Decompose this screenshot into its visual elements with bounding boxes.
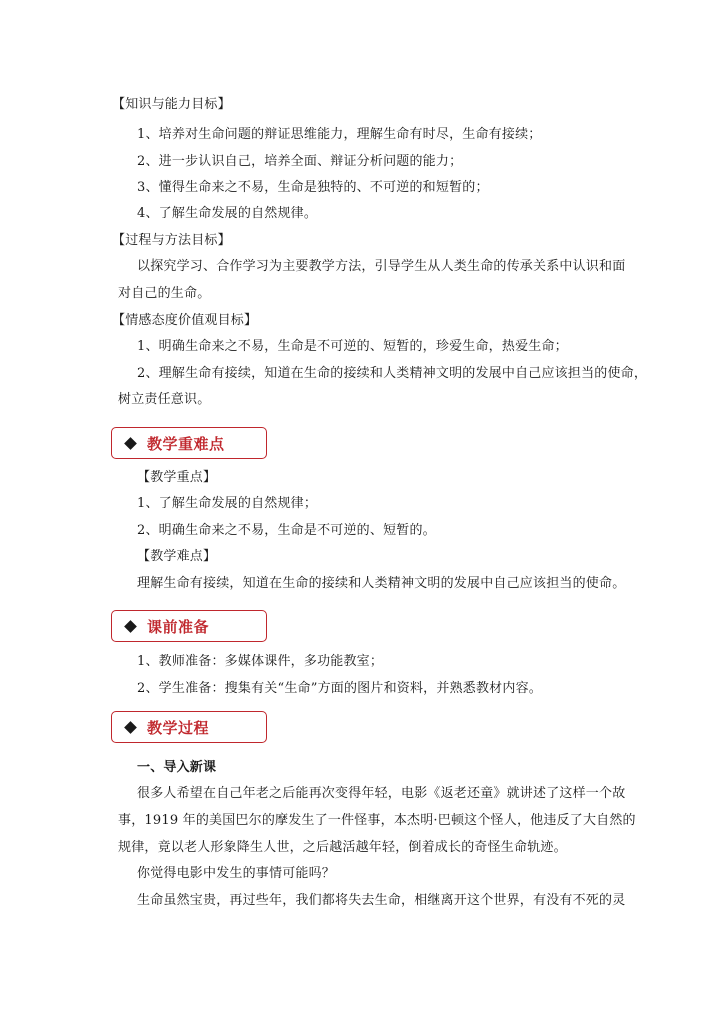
focus-item-1: 1、了解生命发展的自然规律； bbox=[137, 496, 318, 511]
emotion-goal-2-line-2: 树立责任意识。 bbox=[118, 392, 211, 407]
intro-para-line-2: 事，1919 年的美国巴尔的摩发生了一件怪事，本杰明·巴顿这个怪人，他违反了大自然的 bbox=[118, 813, 636, 828]
knowledge-goal-1: 1、培养对生命问题的辩证思维能力，理解生命有时尽，生命有接续； bbox=[137, 127, 542, 142]
intro-para-line-3: 规律，竟以老人形象降生人世，之后越活越年轻，倒着成长的奇怪生命轨迹。 bbox=[118, 840, 567, 855]
difficulty-heading: 【教学难点】 bbox=[137, 549, 217, 564]
section-title: 课前准备 bbox=[147, 617, 210, 636]
diamond-bullet-icon bbox=[124, 437, 137, 450]
intro-para2-line-1: 生命虽然宝贵，再过些年，我们都将失去生命，相继离开这个世界，有没有不死的灵 bbox=[137, 893, 626, 908]
section-title: 教学过程 bbox=[147, 718, 210, 737]
step-heading: 一、导入新课 bbox=[137, 760, 217, 775]
preparation-item-1: 1、教师准备：多媒体课件，多功能教室； bbox=[137, 654, 384, 669]
process-goals-text-line-2: 对自己的生命。 bbox=[118, 286, 211, 301]
emotion-goals-heading: 【情感态度价值观目标】 bbox=[112, 313, 258, 328]
focus-heading: 【教学重点】 bbox=[137, 470, 217, 485]
emotion-goal-1: 1、明确生命来之不易，生命是不可逆的、短暂的，珍爱生命，热爱生命； bbox=[137, 339, 568, 354]
process-goals-text-line-1: 以探究学习、合作学习为主要教学方法，引导学生从人类生命的传承关系中认识和面 bbox=[137, 259, 626, 274]
section-teaching-process bbox=[111, 711, 267, 743]
preparation-item-2: 2、学生准备：搜集有关“生命”方面的图片和资料，并熟悉教材内容。 bbox=[137, 681, 542, 696]
section-title: 教学重难点 bbox=[147, 434, 225, 453]
difficulty-text: 理解生命有接续，知道在生命的接续和人类精神文明的发展中自己应该担当的使命。 bbox=[137, 576, 626, 591]
knowledge-goal-2: 2、进一步认识自己，培养全面、辩证分析问题的能力； bbox=[137, 154, 463, 169]
section-key-points bbox=[111, 427, 267, 459]
section-preparation bbox=[111, 610, 267, 642]
diamond-bullet-icon bbox=[124, 721, 137, 734]
focus-item-2: 2、明确生命来之不易，生命是不可逆的、短暂的。 bbox=[137, 523, 436, 538]
process-goals-heading: 【过程与方法目标】 bbox=[112, 233, 231, 248]
knowledge-goal-4: 4、了解生命发展的自然规律。 bbox=[137, 206, 318, 221]
diamond-bullet-icon bbox=[124, 620, 137, 633]
knowledge-goal-3: 3、懂得生命来之不易，生命是独特的、不可逆的和短暂的； bbox=[137, 180, 489, 195]
intro-para-line-1: 很多人希望在自己年老之后能再次变得年轻，电影《返老还童》就讲述了这样一个故 bbox=[137, 786, 626, 801]
emotion-goal-2-line-1: 2、理解生命有接续，知道在生命的接续和人类精神文明的发展中自己应该担当的使命， bbox=[137, 366, 648, 381]
knowledge-goals-heading: 【知识与能力目标】 bbox=[112, 97, 231, 112]
intro-question: 你觉得电影中发生的事情可能吗？ bbox=[137, 866, 336, 881]
